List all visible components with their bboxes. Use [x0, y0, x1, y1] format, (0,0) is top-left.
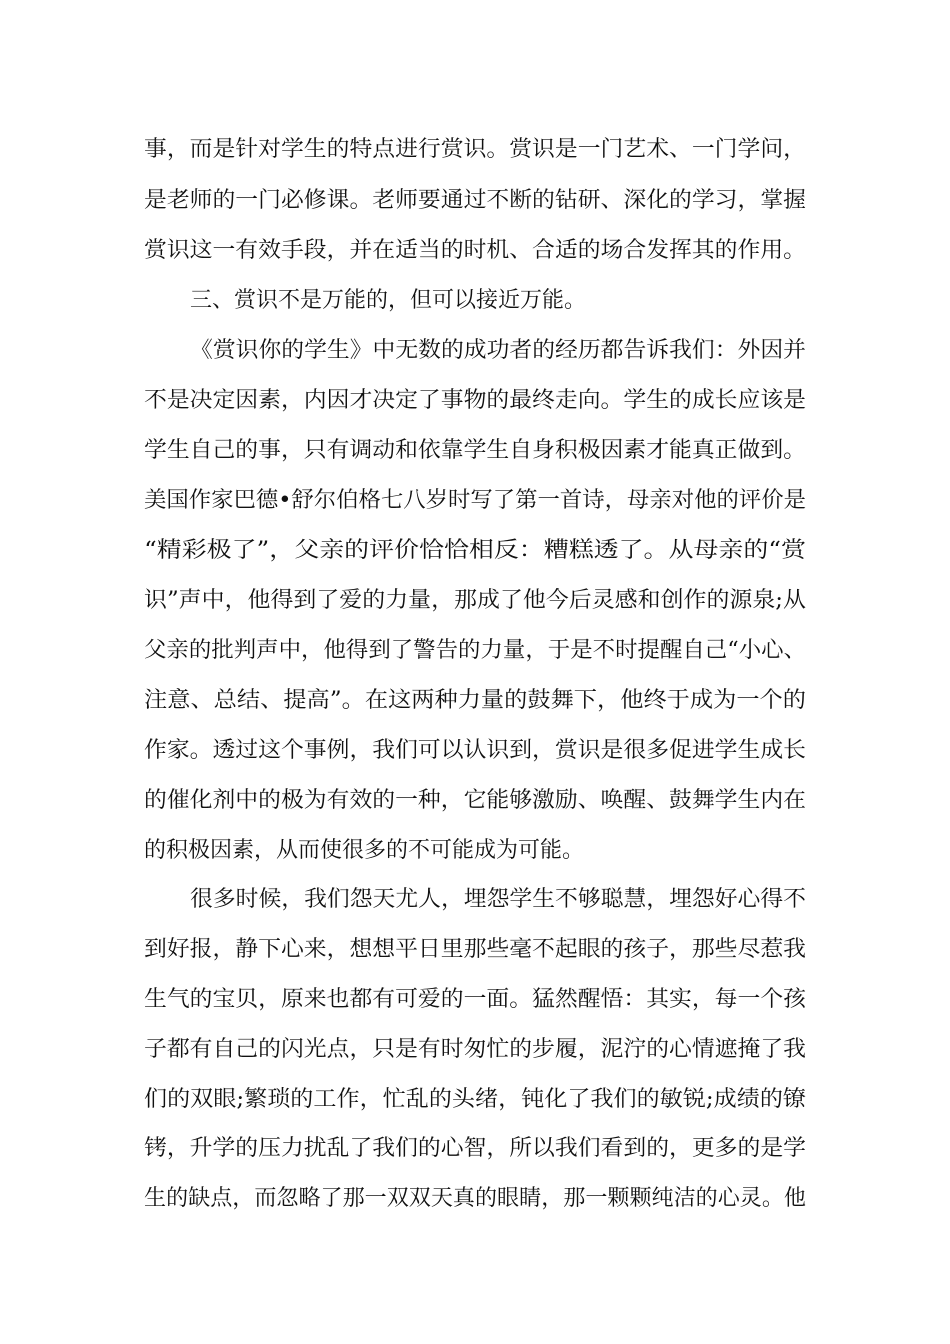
text-line-content: 《赏识你的学生》中无数的成功者的经历都告诉我们：外因并 [190, 338, 806, 363]
text-line [0, 980, 950, 1020]
section-heading [0, 281, 950, 321]
text-line-content: 美国作家巴德•舒尔伯格七八岁时写了第一首诗，母亲对他的评价是 [144, 488, 806, 513]
text-line [0, 631, 950, 671]
text-line-content: 赏识这一有效手段，并在适当的时机、合适的场合发挥其的作用。 [144, 238, 806, 263]
text-line-content: 父亲的批判声中，他得到了警告的力量，于是不时提醒自己“小心、 [144, 638, 806, 663]
text-line-content: “精彩极了”，父亲的评价恰恰相反：糟糕透了。从母亲的“赏 [144, 538, 806, 563]
text-line-content: 的积极因素，从而使很多的不可能成为可能。 [144, 838, 585, 863]
text-line-content: 到好报，静下心来，想想平日里那些毫不起眼的孩子，那些尽惹我 [144, 937, 806, 962]
text-line [0, 381, 950, 421]
text-line [0, 331, 950, 371]
text-line-content: 识”声中，他得到了爱的力量，那成了他今后灵感和创作的源泉;从 [144, 588, 806, 613]
text-line [0, 481, 950, 521]
text-line [0, 781, 950, 821]
text-line-content: 是老师的一门必修课。老师要通过不断的钻研、深化的学习，掌握 [144, 188, 806, 213]
text-line [0, 681, 950, 721]
text-line-content: 学生自己的事，只有调动和依靠学生自身积极因素才能真正做到。 [144, 438, 806, 463]
text-line [0, 1179, 950, 1219]
text-line-content: 的催化剂中的极为有效的一种，它能够激励、唤醒、鼓舞学生内在 [144, 788, 806, 813]
text-line-content: 事，而是针对学生的特点进行赏识。赏识是一门艺术、一门学问， [144, 137, 806, 162]
text-line [0, 231, 950, 271]
text-line [0, 1030, 950, 1070]
text-line-content: 作家。透过这个事例，我们可以认识到，赏识是很多促进学生成长 [144, 738, 806, 763]
text-line [0, 581, 950, 621]
text-line [0, 531, 950, 571]
text-line [0, 1080, 950, 1120]
text-line-content: 不是决定因素，内因才决定了事物的最终走向。学生的成长应该是 [144, 388, 806, 413]
text-line-content: 铐，升学的压力扰乱了我们的心智，所以我们看到的，更多的是学 [144, 1136, 806, 1161]
text-line-content: 生气的宝贝，原来也都有可爱的一面。猛然醒悟：其实，每一个孩 [144, 987, 806, 1012]
text-line [0, 880, 950, 920]
text-line [0, 1129, 950, 1169]
text-line-content: 生的缺点，而忽略了那一双双天真的眼睛，那一颗颗纯洁的心灵。他 [144, 1186, 806, 1211]
text-line [0, 831, 950, 871]
text-line [0, 431, 950, 471]
text-line-content: 们的双眼;繁琐的工作，忙乱的头绪，钝化了我们的敏锐;成绩的镣 [144, 1087, 806, 1112]
text-line-content: 很多时候，我们怨天尤人，埋怨学生不够聪慧，埋怨好心得不 [190, 887, 806, 912]
text-line [0, 731, 950, 771]
text-line-content: 子都有自己的闪光点，只是有时匆忙的步履，泥泞的心情遮掩了我 [144, 1037, 806, 1062]
text-line-content: 三、赏识不是万能的，但可以接近万能。 [190, 288, 587, 313]
text-line [0, 181, 950, 221]
text-line [0, 930, 950, 970]
text-line-content: 注意、总结、提高”。在这两种力量的鼓舞下，他终于成为一个的 [144, 688, 807, 713]
text-line [0, 130, 950, 170]
